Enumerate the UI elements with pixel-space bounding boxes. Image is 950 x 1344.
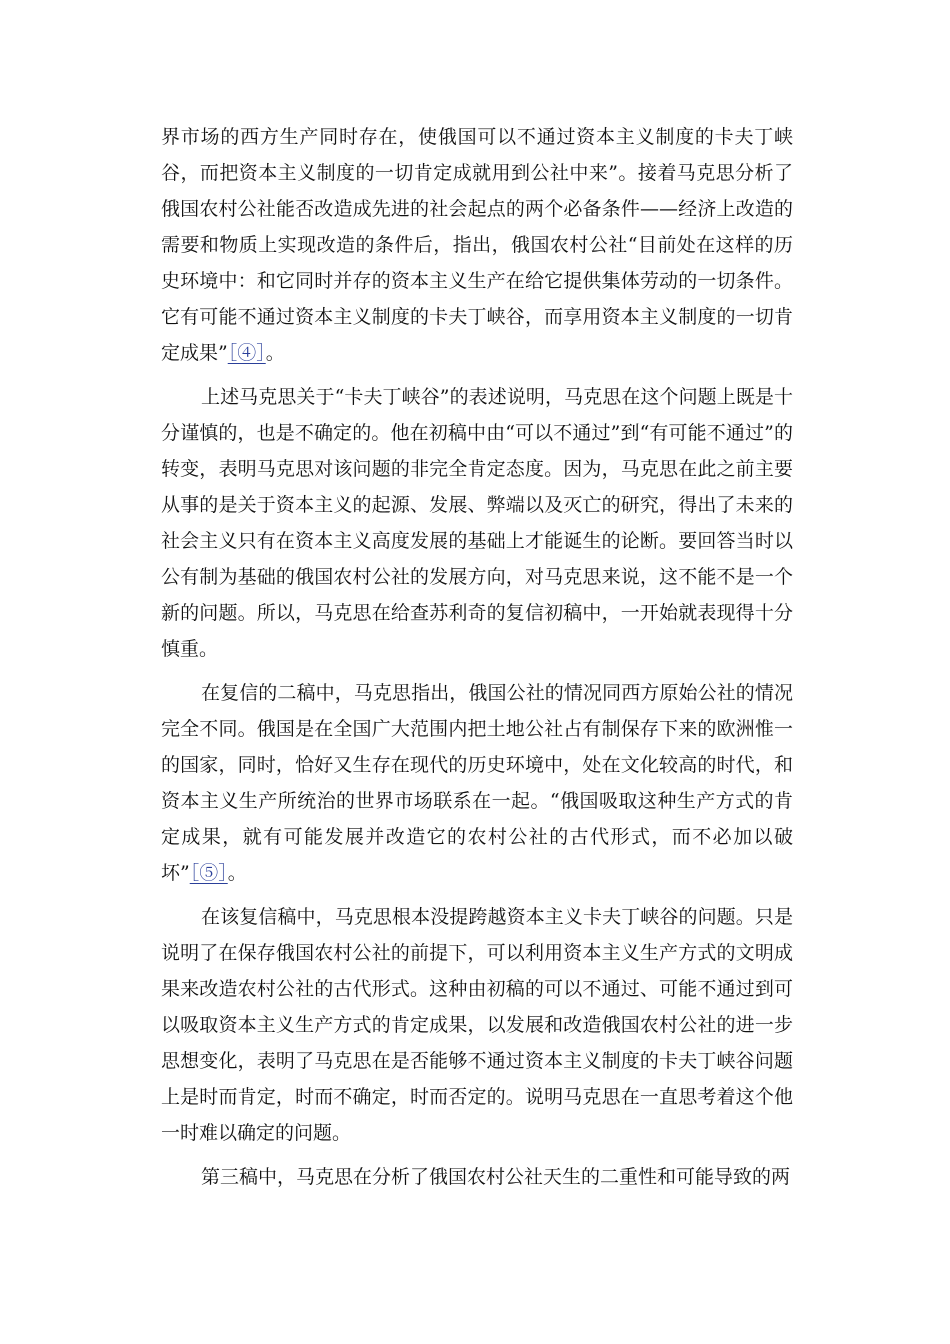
paragraph-text: 。 (227, 862, 247, 884)
footnote-link[interactable]: ［④］ (227, 342, 266, 364)
footnote-link[interactable]: ［⑤］ (189, 862, 228, 884)
paragraph-text: 上述马克思关于“卡夫丁峡谷”的表述说明，马克思在这个问题上既是十分谨慎的，也是不确定的。他在初稿中由“可以不通过”到“有可能不通过”的转变，表明马克思对该问题的非完全肯定态度。因为，马克思在此之前主要从事的是关于资本主义的起源、发展、弊端以及灭亡的研究，得出了未来的社会主义只有在资本主义高度发展的基础上才能诞生的论断。要回答当时以公有制为基础的俄国农村公社的发展方向，对马克思来说，这不能不是一个新的问题。所以，马克思在给查苏利奇的复信初稿中，一开始就表现得十分慎重。 (161, 386, 793, 660)
paragraph-text: 在该复信稿中，马克思根本没提跨越资本主义卡夫丁峡谷的问题。只是说明了在保存俄国农村公社的前提下，可以利用资本主义生产方式的文明成果来改造农村公社的古代形式。这种由初稿的可以不通过、可能不通过到可以吸取资本主义生产方式的肯定成果，以发展和改造俄国农村公社的进一步思想变化，表明了马克思在是否能够不通过资本主义制度的卡夫丁峡谷问题上是时而肯定，时而不确定，时而否定的。说明马克思在一直思考着这个他一时难以确定的问题。 (161, 906, 793, 1144)
paragraph-text: 第三稿中，马克思在分析了俄国农村公社天生的二重性和可能导致的两 (201, 1166, 791, 1188)
paragraph-text: 在复信的二稿中，马克思指出，俄国公社的情况同西方原始公社的情况完全不同。俄国是在全国广大范围内把土地公社占有制保存下来的欧洲惟一的国家，同时，恰好又生存在现代的历史环境中，处在文化较高的时代，和资本主义生产所统治的世界市场联系在一起。“俄国吸取这种生产方式的肯定成果，就有可能发展并改造它的农村公社的古代形式，而不必加以破坏” (161, 682, 793, 884)
paragraph-text: 界市场的西方生产同时存在，使俄国可以不通过资本主义制度的卡夫丁峡谷，而把资本主义制度的一切肯定成就用到公社中来”。接着马克思分析了俄国农村公社能否改造成先进的社会起点的两个必备条件——经济上改造的需要和物质上实现改造的条件后，指出，俄国农村公社“目前处在这样的历史环境中：和它同时并存的资本主义生产在给它提供集体劳动的一切条件。它有可能不通过资本主义制度的卡夫丁峡谷，而享用资本主义制度的一切肯定成果” (161, 126, 793, 364)
paragraph (161, 379, 793, 667)
paragraph (161, 1159, 793, 1195)
paragraph (161, 675, 793, 891)
paragraph (161, 899, 793, 1151)
paragraph-text: 。 (265, 342, 285, 364)
document-body (161, 119, 793, 1203)
paragraph (161, 119, 793, 371)
